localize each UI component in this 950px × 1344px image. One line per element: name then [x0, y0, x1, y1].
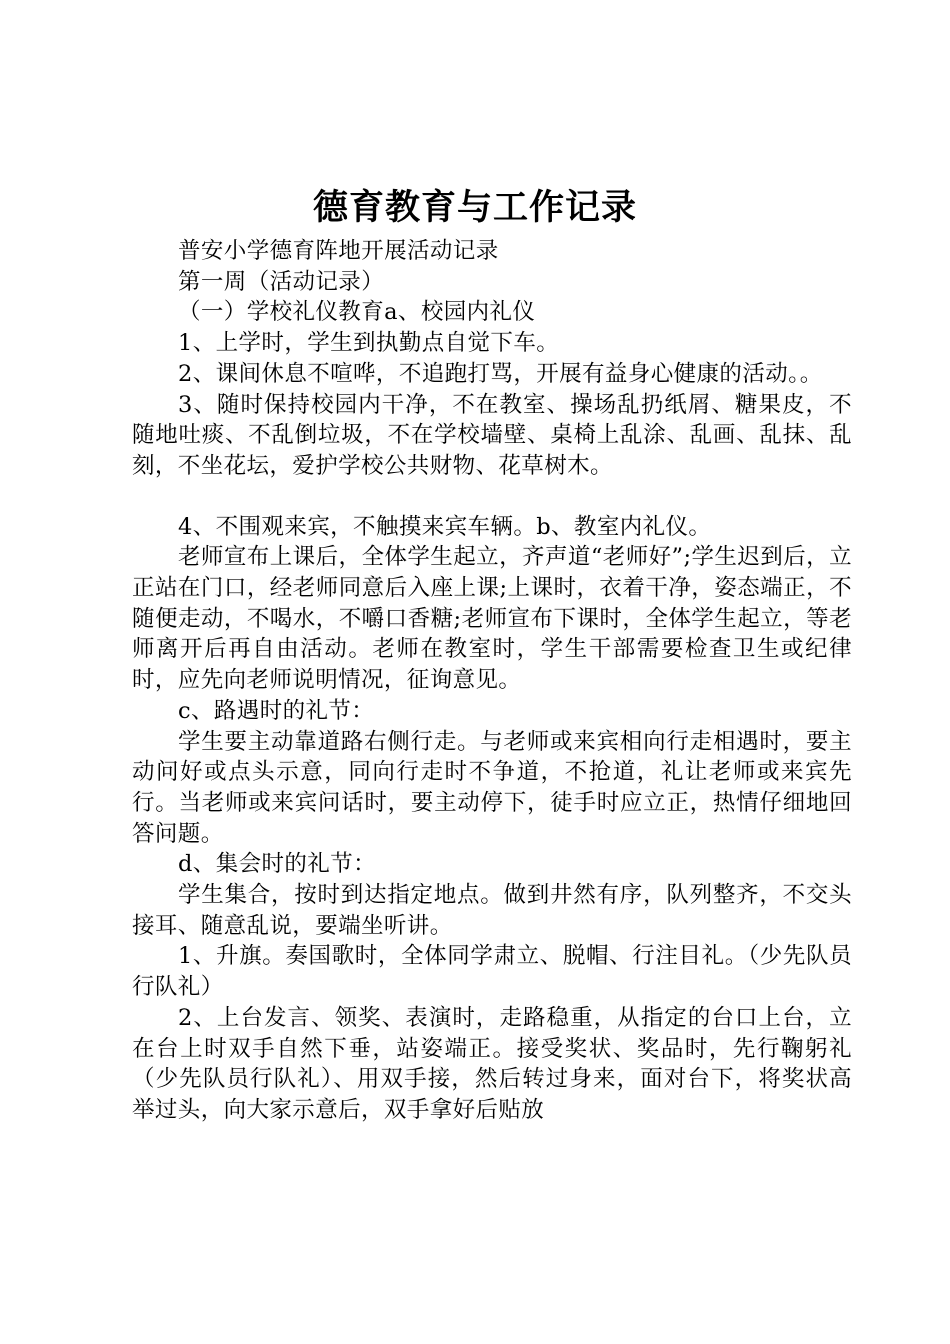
- paragraph: 第一周（活动记录）: [178, 268, 385, 295]
- paragraph: 学生要主动靠道路右侧行走。与老师或来宾相向行走相遇时，要主动问好或点头示意，同向行走时不争道，不抢道，礼让老师或来宾先行。当老师或来宾问话时，要主动停下，徒手时应立正，热情仔细地回答问题。: [132, 728, 852, 847]
- paragraph: 普安小学德育阵地开展活动记录: [178, 238, 499, 264]
- paragraph: 4、不围观来宾，不触摸来宾车辆。b、教室内礼仪。: [178, 513, 712, 540]
- document-title: 德育教育与工作记录: [312, 187, 637, 228]
- paragraph: 学生集合，按时到达指定地点。做到井然有序，队列整齐，不交头接耳、随意乱说，要端坐听讲。: [132, 882, 852, 939]
- paragraph: 1、上学时，学生到执勤点自觉下车。: [178, 330, 560, 357]
- paragraph: （一）学校礼仪教育a、校园内礼仪: [178, 299, 536, 326]
- paragraph-spacer: [132, 482, 852, 512]
- paragraph: 老师宣布上课后，全体学生起立，齐声道“老师好”;学生迟到后，立正站在门口，经老师同意后入座上课;上课时，衣着干净，姿态端正，不随便走动，不喝水，不嚼口香糖;老师宣布下课时，全体学生起立，等老师离开后再自由活动。老师在教室时，学生干部需要检查卫生或纪律时，应先向老师说明情况，征询意见。: [132, 544, 852, 694]
- paragraph: d、集会时的礼节：: [178, 851, 377, 878]
- paragraph: 2、上台发言、领奖、表演时，走路稳重，从指定的台口上台，立在台上时双手自然下垂，站姿端正。接受奖状、奖品时，先行鞠躬礼（少先队员行队礼）、用双手接，然后转过身来，面对台下，将奖状高举过头，向大家示意后，双手拿好后贴放: [132, 1004, 852, 1123]
- paragraph: 1、升旗。奏国歌时，全体同学肃立、脱帽、行注目礼。（少先队员行队礼）: [132, 943, 852, 1001]
- paragraph: c、路遇时的礼节：: [178, 697, 375, 724]
- document-body: [132, 236, 852, 1126]
- paragraph: 2、课间休息不喧哗，不追跑打骂，开展有益身心健康的活动。。: [178, 360, 823, 387]
- paragraph: 3、随时保持校园内干净，不在教室、操场乱扔纸屑、糖果皮，不随地吐痰、不乱倒垃圾，不在学校墙壁、桌椅上乱涂、乱画、乱抹、乱刻，不坐花坛，爱护学校公共财物、花草树木。: [132, 391, 852, 479]
